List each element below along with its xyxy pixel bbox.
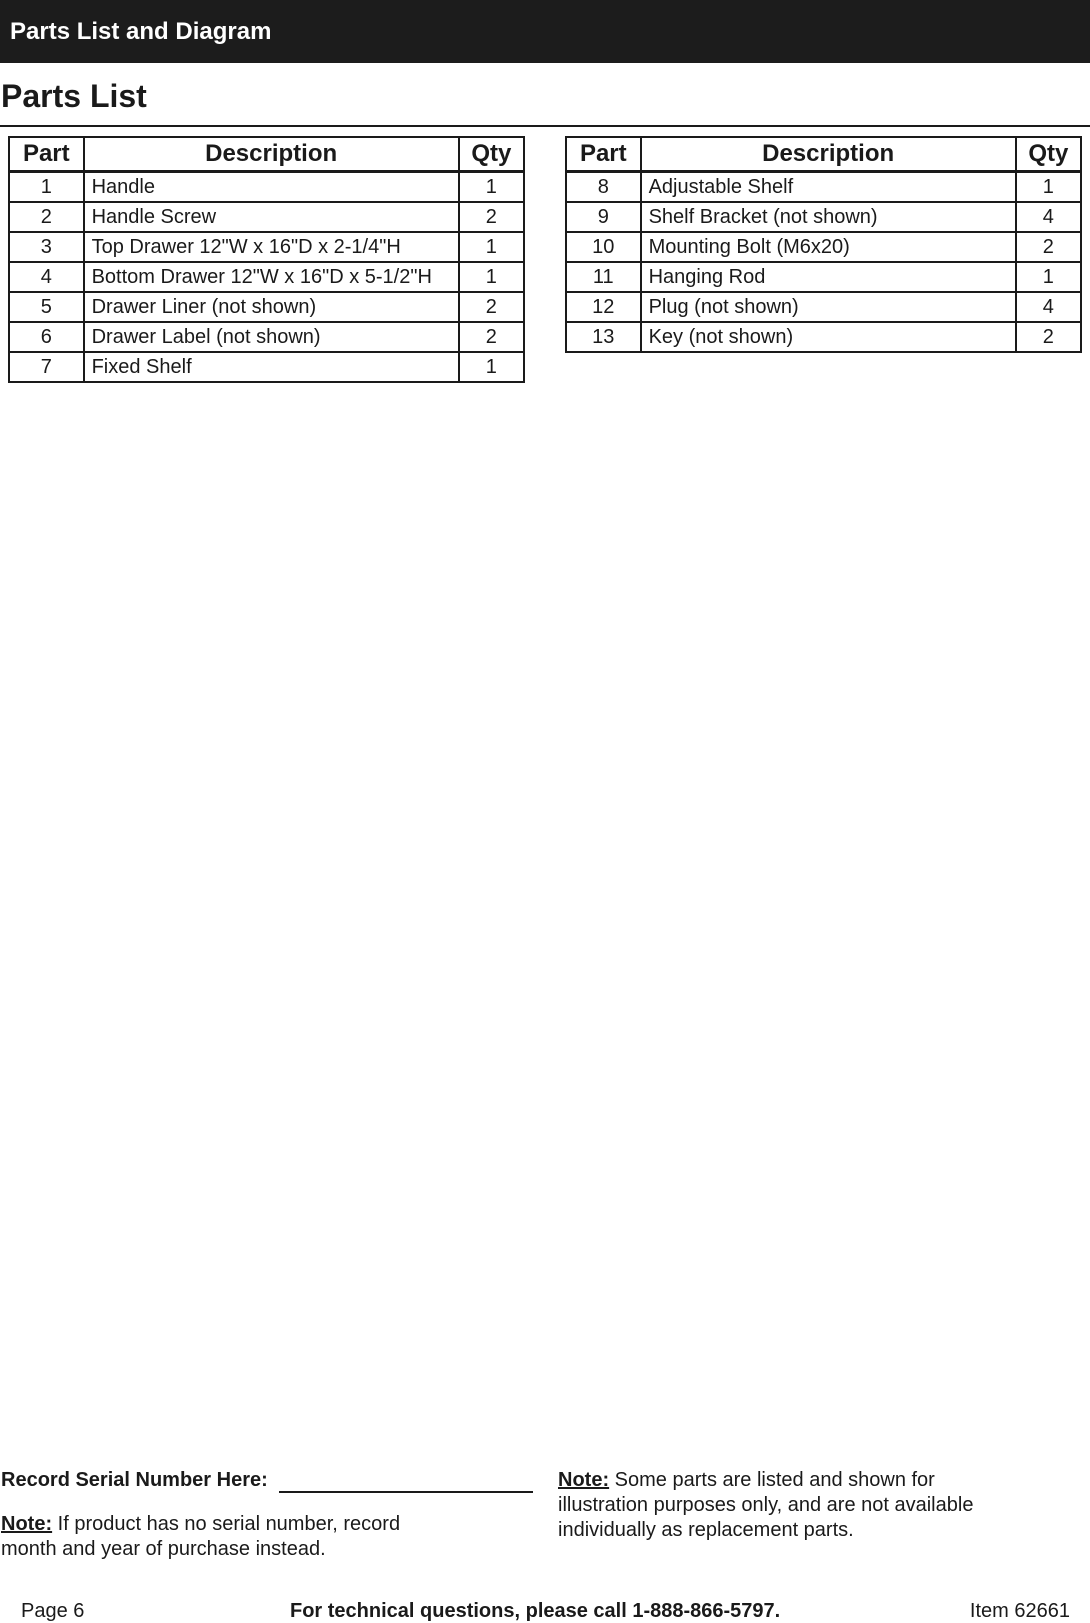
column-header-description: Description (641, 137, 1016, 172)
table-row (9, 172, 524, 203)
part-description-cell: Key (not shown) (641, 322, 1016, 352)
part-number-cell: 1 (9, 172, 84, 203)
parts-table-right (565, 136, 1082, 353)
section-banner (0, 0, 1090, 63)
table-row (566, 322, 1081, 352)
part-number-cell: 3 (9, 232, 84, 262)
part-description-cell: Shelf Bracket (not shown) (641, 202, 1016, 232)
part-number-cell: 6 (9, 322, 84, 352)
table-row (9, 262, 524, 292)
table-row (566, 202, 1081, 232)
part-number-cell: 10 (566, 232, 641, 262)
part-number-cell: 4 (9, 262, 84, 292)
part-qty-cell: 2 (1016, 232, 1081, 262)
part-qty-cell: 1 (1016, 172, 1081, 203)
part-description-cell: Fixed Shelf (84, 352, 459, 382)
serial-number-label: Record Serial Number Here: (1, 1469, 268, 1491)
page-footer (0, 1599, 1090, 1623)
part-qty-cell: 1 (459, 232, 524, 262)
serial-number-line (279, 1491, 533, 1493)
column-header-description: Description (84, 137, 459, 172)
part-description-cell: Bottom Drawer 12"W x 16"D x 5-1/2"H (84, 262, 459, 292)
part-description-cell: Mounting Bolt (M6x20) (641, 232, 1016, 262)
serial-note (1, 1512, 441, 1562)
parts-availability-note (558, 1468, 1018, 1543)
part-qty-cell: 2 (459, 292, 524, 322)
title-divider (0, 125, 1090, 127)
technical-support-line: For technical questions, please call 1-888-866-5797. (290, 1600, 781, 1622)
table-row (566, 172, 1081, 203)
part-description-cell: Handle (84, 172, 459, 203)
part-description-cell: Adjustable Shelf (641, 172, 1016, 203)
part-qty-cell: 1 (459, 172, 524, 203)
table-row (9, 232, 524, 262)
part-description-cell: Plug (not shown) (641, 292, 1016, 322)
part-qty-cell: 1 (459, 262, 524, 292)
table-header-row (566, 137, 1081, 172)
part-number-cell: 11 (566, 262, 641, 292)
part-description-cell: Hanging Rod (641, 262, 1016, 292)
part-number-cell: 5 (9, 292, 84, 322)
table-row (9, 322, 524, 352)
page-number: Page 6 (21, 1600, 85, 1622)
part-qty-cell: 2 (1016, 322, 1081, 352)
part-qty-cell: 2 (459, 202, 524, 232)
part-number-cell: 7 (9, 352, 84, 382)
table-row (566, 262, 1081, 292)
part-qty-cell: 1 (1016, 262, 1081, 292)
part-qty-cell: 4 (1016, 292, 1081, 322)
parts-availability-note-text: Some parts are listed and shown for illustration purposes only, and are not available individually as replacement parts. (558, 1469, 974, 1541)
table-row (566, 292, 1081, 322)
part-qty-cell: 1 (459, 352, 524, 382)
part-number-cell: 9 (566, 202, 641, 232)
table-row (9, 202, 524, 232)
column-header-qty: Qty (459, 137, 524, 172)
part-description-cell: Drawer Label (not shown) (84, 322, 459, 352)
parts-list-title: Parts List (1, 78, 147, 114)
serial-note-text: If product has no serial number, record month and year of purchase instead. (1, 1513, 401, 1560)
part-number-cell: 13 (566, 322, 641, 352)
column-header-part: Part (566, 137, 641, 172)
column-header-part: Part (9, 137, 84, 172)
parts-table-left (8, 136, 525, 383)
part-qty-cell: 4 (1016, 202, 1081, 232)
part-qty-cell: 2 (459, 322, 524, 352)
table-row (9, 292, 524, 322)
part-number-cell: 8 (566, 172, 641, 203)
column-header-qty: Qty (1016, 137, 1081, 172)
table-row (566, 232, 1081, 262)
part-number-cell: 2 (9, 202, 84, 232)
item-number: Item 62661 (969, 1600, 1070, 1622)
part-description-cell: Top Drawer 12"W x 16"D x 2-1/4"H (84, 232, 459, 262)
note-label: Note: (558, 1469, 610, 1491)
part-number-cell: 12 (566, 292, 641, 322)
table-header-row (9, 137, 524, 172)
table-row (9, 352, 524, 382)
note-label: Note: (1, 1513, 53, 1535)
part-description-cell: Handle Screw (84, 202, 459, 232)
banner-title: Parts List and Diagram (10, 18, 272, 45)
part-description-cell: Drawer Liner (not shown) (84, 292, 459, 322)
